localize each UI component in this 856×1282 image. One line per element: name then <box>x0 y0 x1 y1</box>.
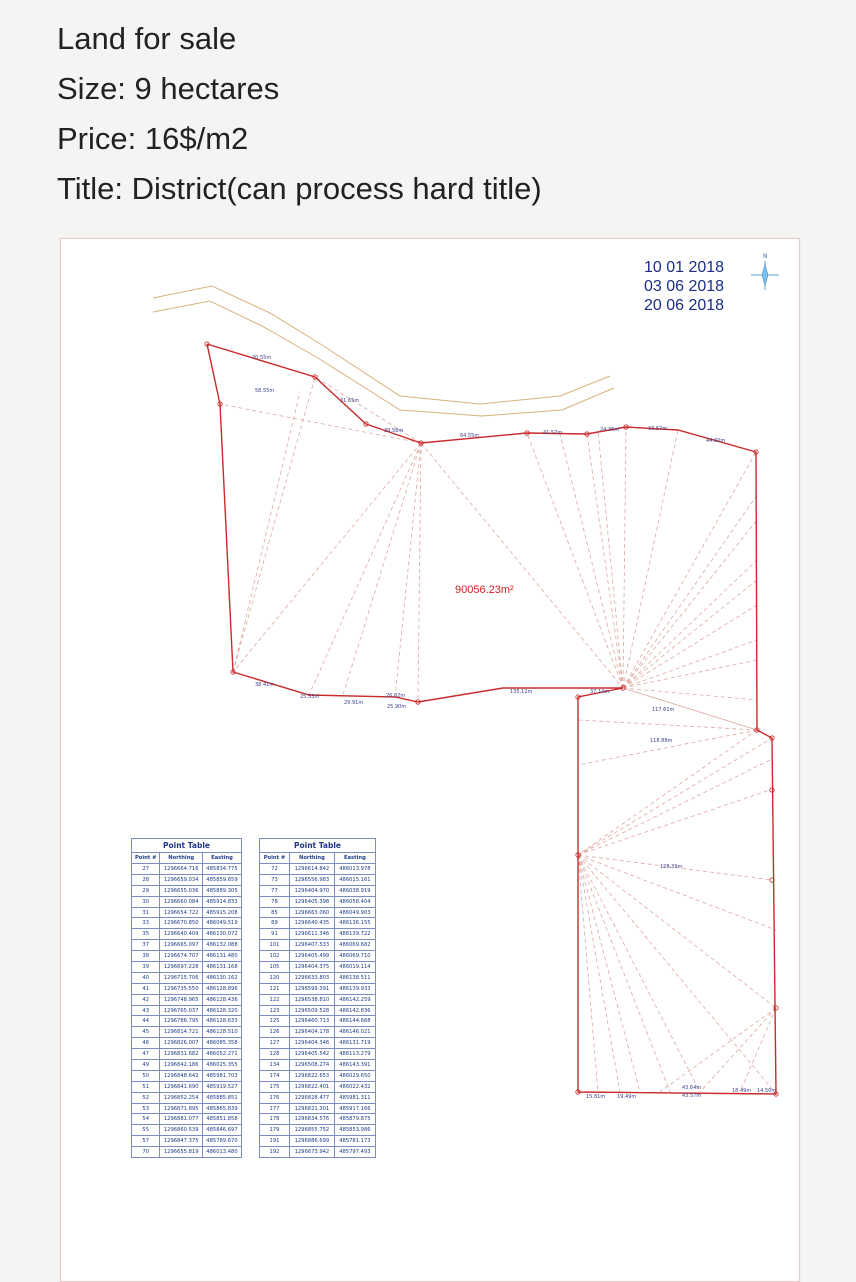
revision-date-1: 10 01 2018 <box>644 259 725 276</box>
table-row <box>260 962 376 973</box>
svg-text:38.41m: 38.41m <box>255 682 275 688</box>
table-row <box>132 962 242 973</box>
easting-value: 486038.919 <box>334 885 375 896</box>
survey-ray <box>623 605 757 688</box>
listing-price: Price: 16$/m2 <box>57 121 249 156</box>
easting-value: 485859.659 <box>202 874 241 885</box>
table-row <box>132 896 242 907</box>
table-row <box>132 1136 242 1147</box>
easting-value: 485853.986 <box>334 1125 375 1136</box>
northing-value: 1296663.060 <box>289 907 334 918</box>
survey-ray <box>623 560 757 688</box>
easting-value: 486143.391 <box>334 1060 375 1071</box>
table-row <box>260 1049 376 1060</box>
easting-value: 486058.404 <box>334 896 375 907</box>
easting-value: 486025.355 <box>202 1060 241 1071</box>
table-row <box>260 972 376 983</box>
point-number: 191 <box>260 1136 290 1147</box>
northing-value: 1296860.539 <box>160 1125 203 1136</box>
point-number: 105 <box>260 962 290 973</box>
northing-value: 1296460.713 <box>289 1016 334 1027</box>
survey-ray <box>395 443 421 697</box>
north-label: N <box>763 253 768 260</box>
easting-value: 486131.480 <box>202 951 241 962</box>
table-row <box>260 1005 376 1016</box>
point-number: 41 <box>132 983 160 994</box>
easting-value: 485781.173 <box>334 1136 375 1147</box>
survey-ray <box>418 443 421 702</box>
north-arrow-icon <box>748 250 784 294</box>
easting-value: 485915.208 <box>202 907 241 918</box>
northing-value: 1296405.499 <box>289 951 334 962</box>
table-row <box>132 864 242 875</box>
table-row <box>132 951 242 962</box>
point-number: 134 <box>260 1060 290 1071</box>
easting-value: 485981.703 <box>202 1070 241 1081</box>
easting-value: 486136.155 <box>334 918 375 929</box>
northing-value: 1296841.690 <box>160 1081 203 1092</box>
northing-value: 1296871.895 <box>160 1103 203 1114</box>
point-number: 53 <box>132 1103 160 1114</box>
table-row <box>132 918 242 929</box>
table-row <box>260 907 376 918</box>
point-number: 30 <box>132 896 160 907</box>
point-number: 46 <box>132 1038 160 1049</box>
northing-value: 1296660.084 <box>160 896 203 907</box>
northing-value: 1296405.398 <box>289 896 334 907</box>
table-row <box>132 907 242 918</box>
table-row <box>260 994 376 1005</box>
easting-value: 485834.775 <box>202 864 241 875</box>
easting-value: 485885.851 <box>202 1092 241 1103</box>
survey-ray <box>578 738 772 855</box>
svg-text:43.64m: 43.64m <box>682 1085 702 1091</box>
point-number: 29 <box>132 885 160 896</box>
svg-text:44.60m: 44.60m <box>706 438 726 444</box>
point-number: 37 <box>132 940 160 951</box>
survey-ray <box>660 1008 776 1092</box>
point-number: 177 <box>260 1103 290 1114</box>
survey-ray <box>578 760 770 855</box>
svg-text:19.49m: 19.49m <box>617 1094 637 1100</box>
table-row <box>260 1114 376 1125</box>
table-row <box>260 1103 376 1114</box>
easting-value: 486132.088 <box>202 940 241 951</box>
table-row <box>132 1027 242 1038</box>
point-number: 72 <box>260 864 290 875</box>
table-row <box>132 1081 242 1092</box>
northing-value: 1296786.795 <box>160 1016 203 1027</box>
point-number: 174 <box>260 1070 290 1081</box>
point-number: 125 <box>260 1016 290 1027</box>
table-row <box>260 1092 376 1103</box>
table-row <box>132 1005 242 1016</box>
svg-text:15.81m: 15.81m <box>586 1094 606 1100</box>
point-number: 27 <box>132 864 160 875</box>
point-number: 126 <box>260 1027 290 1038</box>
survey-ray <box>623 580 757 688</box>
easting-value: 486069.710 <box>334 951 375 962</box>
point-number: 54 <box>132 1114 160 1125</box>
table-row <box>260 918 376 929</box>
easting-value: 485797.493 <box>334 1147 375 1158</box>
survey-ray <box>578 855 640 1092</box>
point-number: 91 <box>260 929 290 940</box>
svg-text:14.50m: 14.50m <box>757 1088 777 1094</box>
easting-value: 485846.697 <box>202 1125 241 1136</box>
point-table-a <box>131 838 242 1158</box>
easting-value: 486128.320 <box>202 1005 241 1016</box>
easting-value: 485919.527 <box>202 1081 241 1092</box>
svg-text:37.14m: 37.14m <box>590 689 610 695</box>
table-row <box>132 1060 242 1071</box>
point-number: 57 <box>132 1136 160 1147</box>
svg-text:31.65m: 31.65m <box>340 398 360 404</box>
table-row <box>132 1147 242 1158</box>
svg-text:18.49m: 18.49m <box>732 1088 752 1094</box>
svg-text:39.58m: 39.58m <box>384 428 404 434</box>
point-number: 49 <box>132 1060 160 1071</box>
northing-value: 1296674.707 <box>160 951 203 962</box>
easting-value: 485789.670 <box>202 1136 241 1147</box>
parcel-area-label: 90056.23m² <box>455 584 514 596</box>
point-number: 176 <box>260 1092 290 1103</box>
point-number: 70 <box>132 1147 160 1158</box>
column-header: Point # <box>132 853 160 864</box>
table-row <box>260 864 376 875</box>
northing-value: 1296655.819 <box>160 1147 203 1158</box>
northing-value: 1296735.550 <box>160 983 203 994</box>
table-title: Point Table <box>132 839 242 853</box>
northing-value: 1296847.375 <box>160 1136 203 1147</box>
svg-text:117.61m: 117.61m <box>652 707 675 713</box>
northing-value: 1296848.642 <box>160 1070 203 1081</box>
easting-value: 486130.072 <box>202 929 241 940</box>
point-number: 50 <box>132 1070 160 1081</box>
northing-value: 1296640.435 <box>289 918 334 929</box>
road-edges <box>153 286 614 416</box>
point-number: 31 <box>132 907 160 918</box>
table-row <box>260 896 376 907</box>
northing-value: 1296508.274 <box>289 1060 334 1071</box>
point-number: 35 <box>132 929 160 940</box>
point-number: 89 <box>260 918 290 929</box>
survey-ray <box>342 443 421 698</box>
northing-value: 1296828.477 <box>289 1092 334 1103</box>
northing-value: 1296404.375 <box>289 962 334 973</box>
listing-title: Land for sale <box>57 21 237 56</box>
northing-value: 1296664.716 <box>160 864 203 875</box>
point-number: 39 <box>132 962 160 973</box>
svg-text:118.88m: 118.88m <box>650 738 673 744</box>
point-number: 45 <box>132 1027 160 1038</box>
survey-ray <box>623 452 756 688</box>
survey-ray <box>623 495 757 688</box>
table-row <box>132 874 242 885</box>
table-row <box>132 1070 242 1081</box>
svg-text:128.39m: 128.39m <box>660 864 683 870</box>
revision-date-3: 20 06 2018 <box>644 297 725 314</box>
survey-ray <box>623 520 757 688</box>
easting-value: 486013.978 <box>334 864 375 875</box>
table-row <box>132 972 242 983</box>
point-number: 38 <box>132 951 160 962</box>
table-row <box>132 1016 242 1027</box>
table-row <box>132 1114 242 1125</box>
easting-value: 486139.722 <box>334 929 375 940</box>
survey-ray <box>527 433 623 688</box>
northing-value: 1296852.254 <box>160 1092 203 1103</box>
northing-value: 1296673.942 <box>289 1147 334 1158</box>
svg-text:24.36m: 24.36m <box>600 427 620 433</box>
table-row <box>132 885 242 896</box>
northing-value: 1296822.401 <box>289 1081 334 1092</box>
svg-text:41.57m: 41.57m <box>543 430 563 436</box>
table-row <box>260 1070 376 1081</box>
easting-value: 486052.271 <box>202 1049 241 1060</box>
easting-value: 486131.719 <box>334 1038 375 1049</box>
table-row <box>132 1125 242 1136</box>
northing-value: 1296633.803 <box>289 972 334 983</box>
point-number: 123 <box>260 1005 290 1016</box>
survey-ray <box>598 431 623 688</box>
table-row <box>132 994 242 1005</box>
northing-value: 1296822.653 <box>289 1070 334 1081</box>
easting-value: 486142.836 <box>334 1005 375 1016</box>
northing-value: 1296821.301 <box>289 1103 334 1114</box>
northing-value: 1296814.721 <box>160 1027 203 1038</box>
column-header: Point # <box>260 853 290 864</box>
revision-dates <box>644 258 724 315</box>
easting-value: 486022.432 <box>334 1081 375 1092</box>
easting-value: 486146.021 <box>334 1027 375 1038</box>
northing-value: 1296670.850 <box>160 918 203 929</box>
easting-value: 486128.510 <box>202 1027 241 1038</box>
point-number: 51 <box>132 1081 160 1092</box>
easting-value: 486049.903 <box>334 907 375 918</box>
point-number: 33 <box>132 918 160 929</box>
table-row <box>132 1049 242 1060</box>
point-number: 44 <box>132 1016 160 1027</box>
table-row <box>260 1147 376 1158</box>
easting-value: 486019.114 <box>334 962 375 973</box>
easting-value: 486139.933 <box>334 983 375 994</box>
table-row <box>260 1016 376 1027</box>
survey-ray <box>233 443 421 672</box>
northing-value: 1296404.970 <box>289 885 334 896</box>
svg-text:70.55m: 70.55m <box>252 355 272 361</box>
survey-ray <box>700 1008 776 1092</box>
column-header: Northing <box>160 853 203 864</box>
survey-ray <box>578 855 776 1094</box>
table-row <box>132 929 242 940</box>
northing-value: 1296826.007 <box>160 1038 203 1049</box>
table-row <box>260 885 376 896</box>
northing-value: 1296405.542 <box>289 1049 334 1060</box>
point-number: 122 <box>260 994 290 1005</box>
point-number: 179 <box>260 1125 290 1136</box>
northing-value: 1296614.842 <box>289 864 334 875</box>
table-row <box>260 1038 376 1049</box>
northing-value: 1296404.346 <box>289 1038 334 1049</box>
table-row <box>260 951 376 962</box>
svg-text:64.55m: 64.55m <box>460 433 480 439</box>
svg-text:135.12m: 135.12m <box>510 689 533 695</box>
easting-value: 486015.161 <box>334 874 375 885</box>
easting-value: 486049.519 <box>202 918 241 929</box>
northing-value: 1296842.186 <box>160 1060 203 1071</box>
easting-value: 485879.875 <box>334 1114 375 1125</box>
easting-value: 485917.166 <box>334 1103 375 1114</box>
listing-title-type: Title: District(can process hard title) <box>57 171 542 206</box>
point-number: 78 <box>260 896 290 907</box>
northing-value: 1296886.699 <box>289 1136 334 1147</box>
northing-value: 1296697.228 <box>160 962 203 973</box>
table-row <box>132 1092 242 1103</box>
table-row <box>132 1103 242 1114</box>
survey-ray <box>578 855 620 1092</box>
northing-value: 1296407.533 <box>289 940 334 951</box>
easting-value: 485865.839 <box>202 1103 241 1114</box>
revision-date-2: 03 06 2018 <box>644 278 725 295</box>
easting-value: 486085.358 <box>202 1038 241 1049</box>
northing-value: 1296654.722 <box>160 907 203 918</box>
point-number: 121 <box>260 983 290 994</box>
easting-value: 486138.511 <box>334 972 375 983</box>
northing-value: 1296665.097 <box>160 940 203 951</box>
point-number: 43 <box>132 1005 160 1016</box>
point-number: 42 <box>132 994 160 1005</box>
northing-value: 1296855.752 <box>289 1125 334 1136</box>
svg-text:43.57m: 43.57m <box>682 1093 702 1099</box>
point-number: 40 <box>132 972 160 983</box>
northing-value: 1296556.983 <box>289 874 334 885</box>
easting-value: 485889.305 <box>202 885 241 896</box>
point-number: 55 <box>132 1125 160 1136</box>
table-row <box>260 929 376 940</box>
easting-value: 486128.436 <box>202 994 241 1005</box>
survey-ray <box>578 790 770 855</box>
easting-value: 486130.162 <box>202 972 241 983</box>
table-row <box>260 940 376 951</box>
easting-value: 486142.259 <box>334 994 375 1005</box>
survey-ray <box>623 640 757 688</box>
northing-value: 1296831.682 <box>160 1049 203 1060</box>
survey-ray <box>587 434 623 688</box>
northing-value: 1296715.706 <box>160 972 203 983</box>
easting-value: 486128.633 <box>202 1016 241 1027</box>
svg-text:25.53m: 25.53m <box>300 694 320 700</box>
survey-ray <box>623 427 626 688</box>
column-header: Easting <box>334 853 375 864</box>
easting-value: 486144.668 <box>334 1016 375 1027</box>
table-row <box>260 1027 376 1038</box>
easting-value: 486113.279 <box>334 1049 375 1060</box>
table-row <box>260 983 376 994</box>
point-number: 85 <box>260 907 290 918</box>
easting-value: 486013.480 <box>202 1147 241 1158</box>
northing-value: 1296599.391 <box>289 983 334 994</box>
survey-ray <box>578 855 700 1092</box>
point-number: 178 <box>260 1114 290 1125</box>
survey-ray <box>578 855 598 1092</box>
survey-ray <box>623 430 678 688</box>
svg-text:26.02m: 26.02m <box>386 693 406 699</box>
easting-value: 486069.682 <box>334 940 375 951</box>
point-number: 192 <box>260 1147 290 1158</box>
table-row <box>132 983 242 994</box>
survey-ray <box>309 443 421 695</box>
point-table-b <box>259 838 376 1158</box>
svg-text:58.55m: 58.55m <box>255 388 275 394</box>
survey-ray <box>578 730 757 765</box>
survey-ray <box>578 855 776 1008</box>
easting-value: 485981.311 <box>334 1092 375 1103</box>
northing-value: 1296509.528 <box>289 1005 334 1016</box>
point-number: 128 <box>260 1049 290 1060</box>
point-number: 28 <box>132 874 160 885</box>
point-number: 120 <box>260 972 290 983</box>
easting-value: 486029.650 <box>334 1070 375 1081</box>
northing-value: 1296538.810 <box>289 994 334 1005</box>
survey-ray <box>233 377 315 672</box>
table-title: Point Table <box>260 839 376 853</box>
northing-value: 1296834.576 <box>289 1114 334 1125</box>
survey-ray <box>578 730 757 855</box>
survey-ray <box>220 404 421 443</box>
table-row <box>260 1125 376 1136</box>
point-number: 73 <box>260 874 290 885</box>
point-number: 47 <box>132 1049 160 1060</box>
survey-ray <box>233 392 300 672</box>
svg-text:29.91m: 29.91m <box>344 700 364 706</box>
table-row <box>260 1060 376 1071</box>
easting-value: 486131.168 <box>202 962 241 973</box>
point-number: 77 <box>260 885 290 896</box>
column-header: Northing <box>289 853 334 864</box>
point-number: 101 <box>260 940 290 951</box>
column-header: Easting <box>202 853 241 864</box>
northing-value: 1296659.034 <box>160 874 203 885</box>
table-row <box>132 1038 242 1049</box>
easting-value: 485914.833 <box>202 896 241 907</box>
northing-value: 1296404.178 <box>289 1027 334 1038</box>
northing-value: 1296881.077 <box>160 1114 203 1125</box>
northing-value: 1296611.346 <box>289 929 334 940</box>
table-row <box>260 1136 376 1147</box>
easting-value: 486128.896 <box>202 983 241 994</box>
svg-text:25.90m: 25.90m <box>387 704 407 710</box>
listing-size: Size: 9 hectares <box>57 71 280 106</box>
easting-value: 485851.858 <box>202 1114 241 1125</box>
table-row <box>260 874 376 885</box>
table-row <box>260 1081 376 1092</box>
point-number: 52 <box>132 1092 160 1103</box>
svg-text:33.57m: 33.57m <box>648 426 668 432</box>
point-number: 175 <box>260 1081 290 1092</box>
table-row <box>132 940 242 951</box>
point-number: 102 <box>260 951 290 962</box>
point-number: 127 <box>260 1038 290 1049</box>
northing-value: 1296655.036 <box>160 885 203 896</box>
northing-value: 1296640.409 <box>160 929 203 940</box>
northing-value: 1296765.037 <box>160 1005 203 1016</box>
northing-value: 1296748.965 <box>160 994 203 1005</box>
